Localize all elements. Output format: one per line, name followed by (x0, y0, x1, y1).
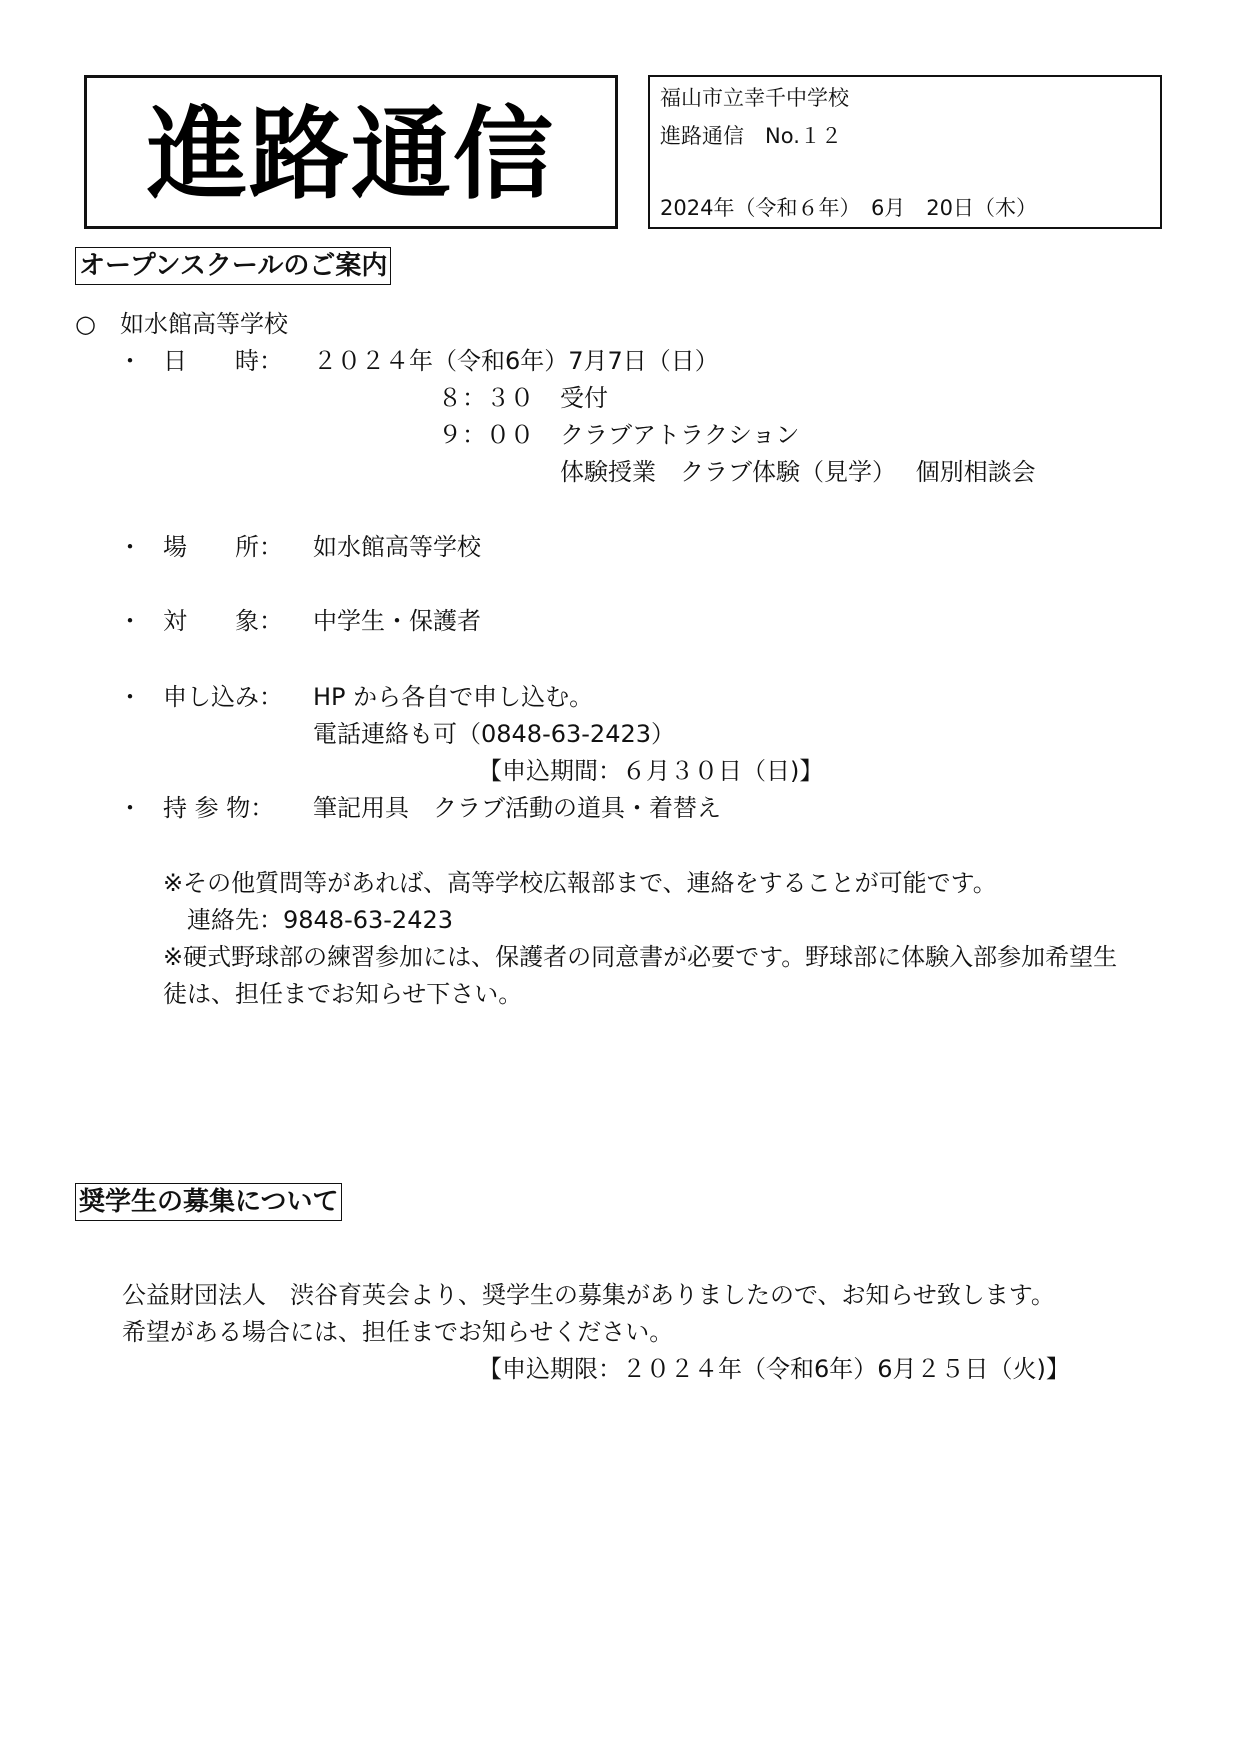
schedule-sub: 体験授業 クラブ体験（見学） 個別相談会 (560, 458, 1036, 486)
item-target-bullet: ・ (118, 607, 142, 635)
issue-date: 2024年（令和６年） 6月 20日（木） (660, 196, 1038, 220)
item-date-label: 日 時： (163, 347, 283, 375)
item-target-value: 中学生・保護者 (313, 607, 481, 635)
scholarship-heading: 奨学生の募集について (75, 1183, 342, 1221)
item-bring-label: 持 参 物： (163, 794, 275, 822)
item-apply-value-1: HP から各自で申し込む。 (313, 683, 594, 711)
scholarship-deadline: 【申込期限：２０２４年（令和6年）6月２５日（火)】 (478, 1355, 1070, 1383)
schedule-time-2: ９：００ (438, 421, 534, 449)
newsletter-title: 進路通信 (147, 96, 555, 213)
item-target-label: 対 象： (163, 607, 283, 635)
item-place-label: 場 所： (163, 533, 283, 561)
note-inquiry: ※その他質問等があれば、高等学校広報部まで、連絡をすることが可能です。 (163, 869, 997, 897)
note-baseball-1: ※硬式野球部の練習参加には、保護者の同意書が必要です。野球部に体験入部参加希望生 (163, 943, 1118, 971)
issue-number: 進路通信 No.１２ (660, 124, 842, 148)
item-place-bullet: ・ (118, 533, 142, 561)
info-box (648, 75, 1162, 229)
schedule-event-1: 受付 (560, 384, 608, 412)
open-school-heading: オープンスクールのご案内 (75, 247, 391, 285)
title-box (84, 75, 618, 229)
item-date-value: ２０２４年（令和6年）7月7日（日） (313, 347, 719, 375)
scholarship-line-1: 公益財団法人 渋谷育英会より、奨学生の募集がありましたので、お知らせ致します。 (122, 1281, 1055, 1309)
item-apply-value-2: 電話連絡も可（0848-63-2423） (313, 720, 676, 748)
open-school-school-name: ○ 如水館高等学校 (75, 310, 288, 338)
item-bring-bullet: ・ (118, 794, 142, 822)
item-apply-label: 申し込み： (163, 683, 283, 711)
scholarship-line-2: 希望がある場合には、担任までお知らせください。 (122, 1318, 674, 1346)
item-place-value: 如水館高等学校 (313, 533, 481, 561)
apply-deadline: 【申込期間：６月３０日（日)】 (478, 757, 824, 785)
item-date-bullet: ・ (118, 347, 142, 375)
note-contact: 連絡先：9848-63-2423 (187, 906, 454, 934)
item-apply-bullet: ・ (118, 683, 142, 711)
schedule-event-2: クラブアトラクション (560, 421, 800, 449)
schedule-time-1: ８：３０ (438, 384, 534, 412)
item-bring-value: 筆記用具 クラブ活動の道具・着替え (313, 794, 721, 822)
school-name: 福山市立幸千中学校 (660, 86, 849, 110)
note-baseball-2: 徒は、担任までお知らせ下さい。 (163, 980, 523, 1008)
